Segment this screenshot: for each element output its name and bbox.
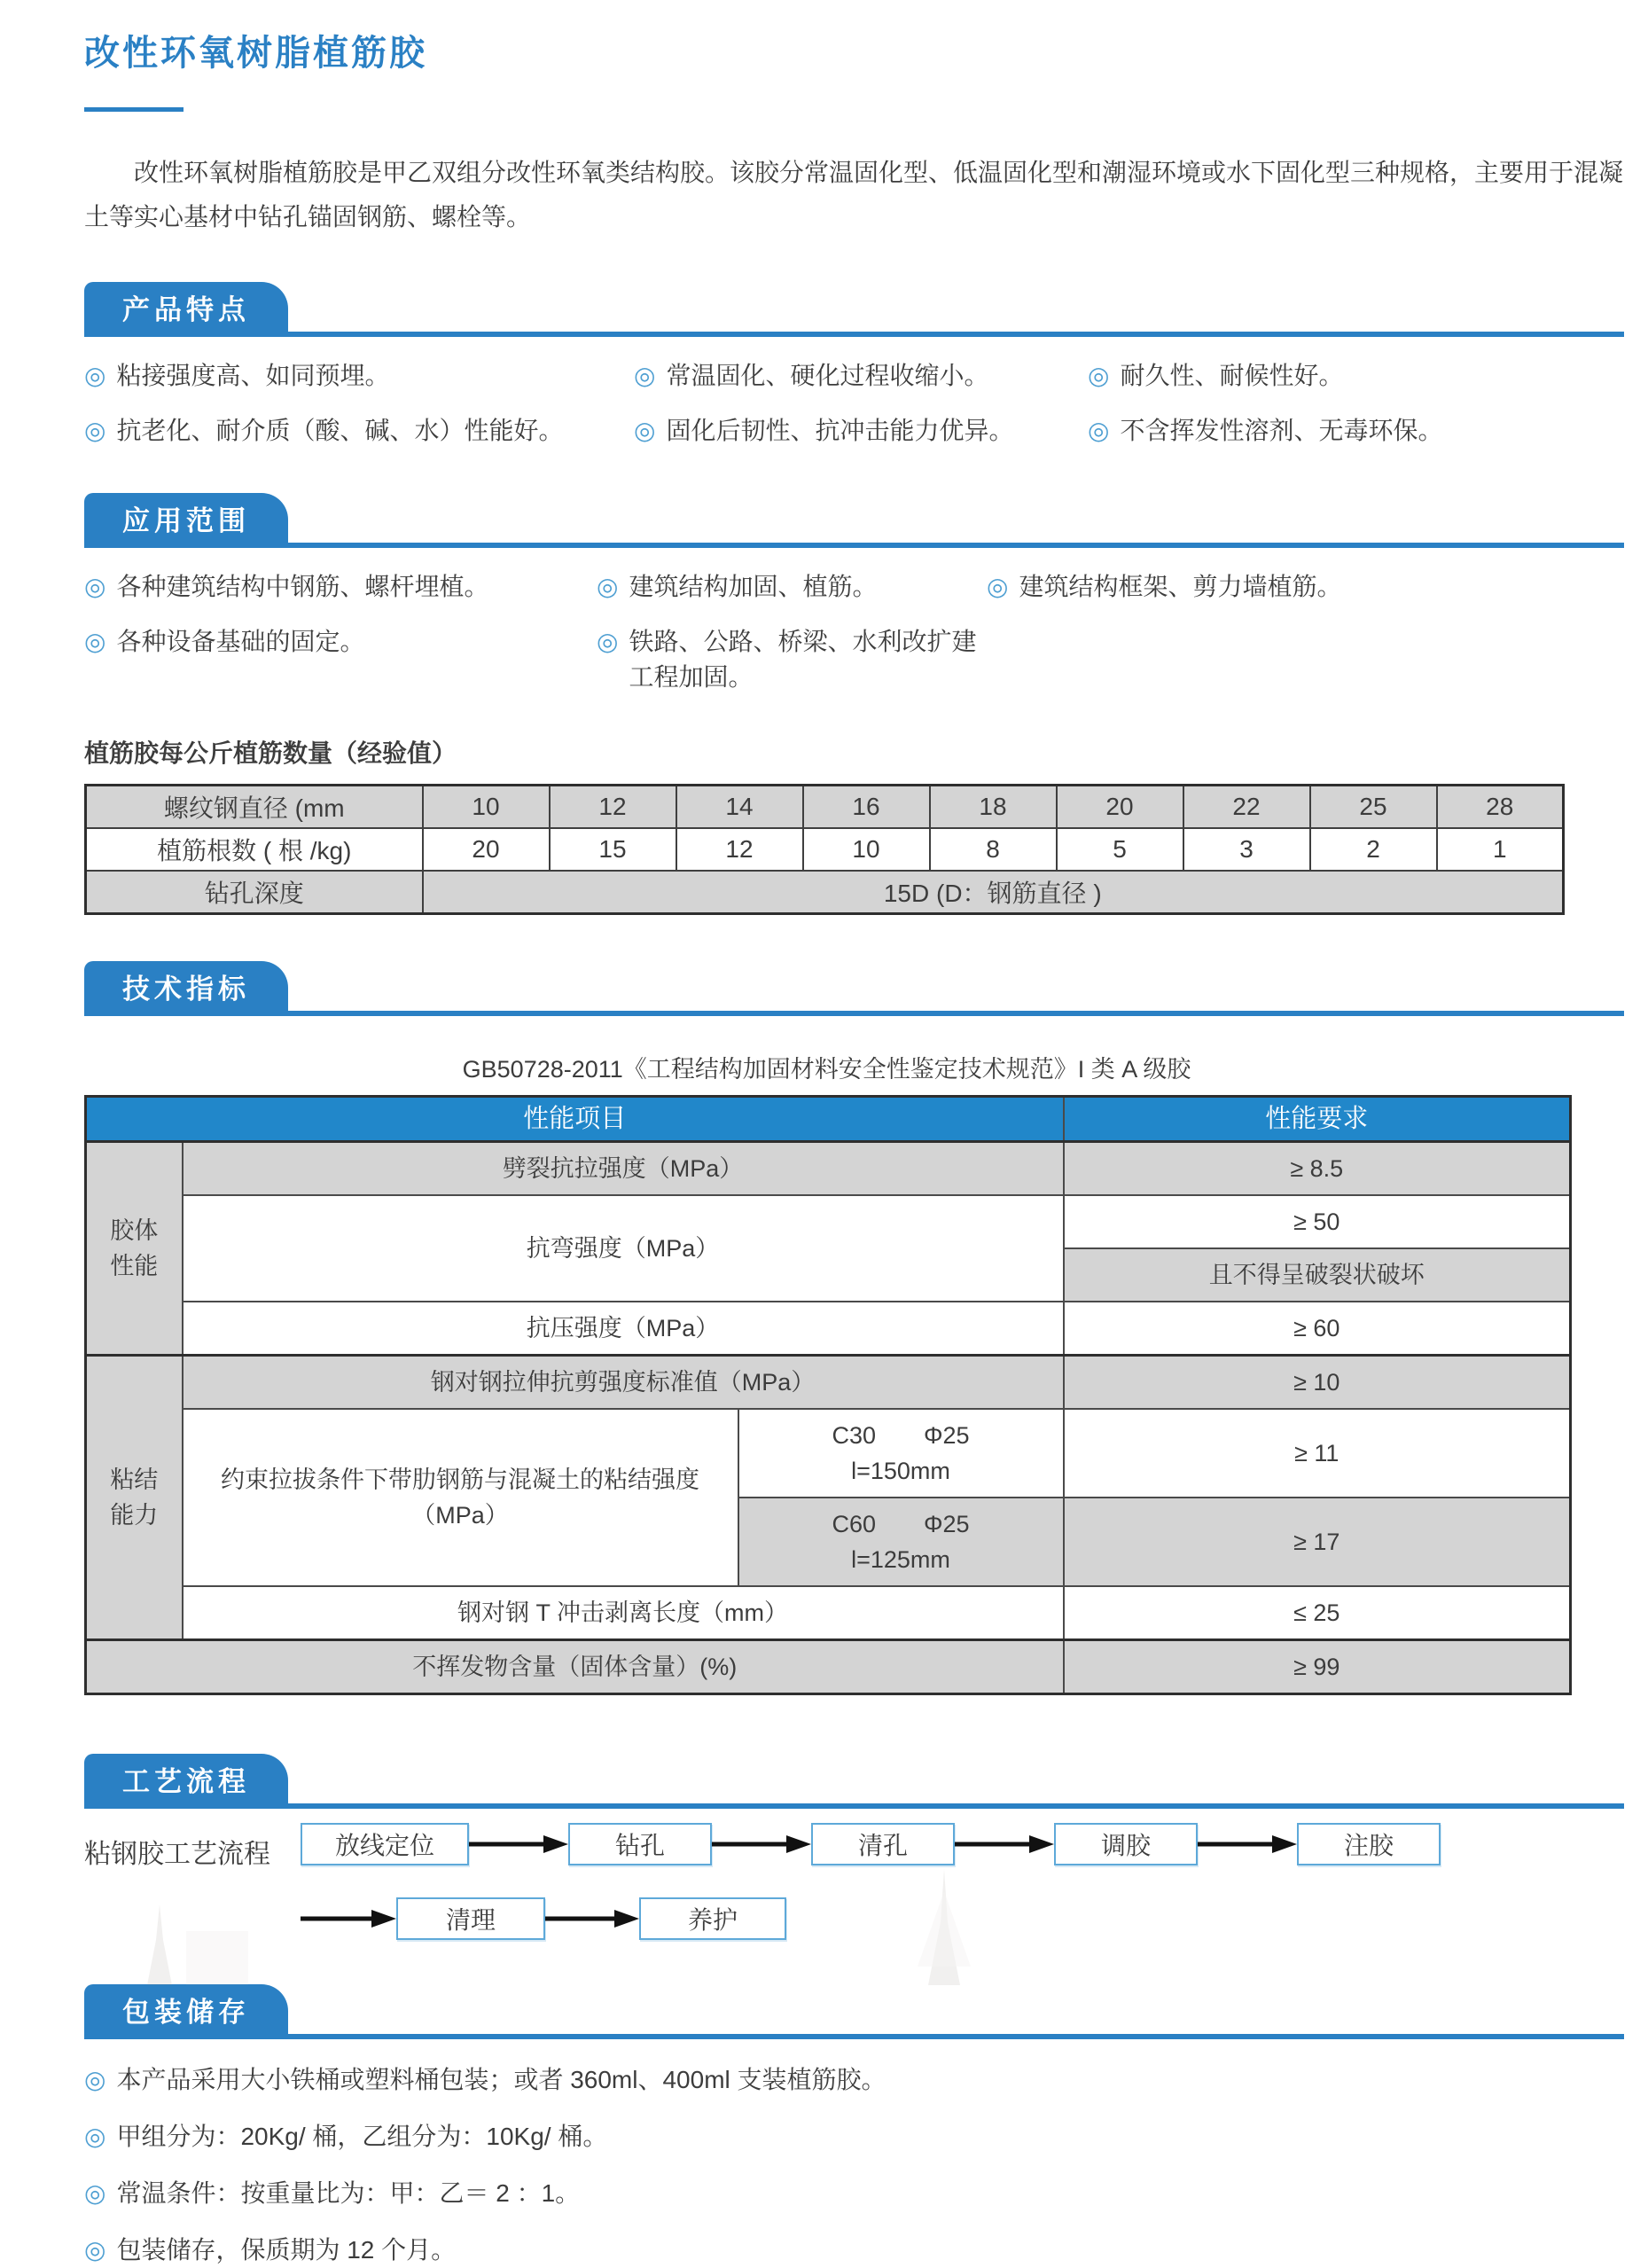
flow-step-box: 放线定位 [301, 1823, 469, 1865]
table-row [86, 1356, 1571, 1410]
list-item [1088, 413, 1624, 449]
flow-step-box: 调胶 [1054, 1823, 1198, 1865]
cell: 20 [1057, 786, 1183, 829]
list-item-text: 粘接强度高、如同预埋。 [116, 362, 390, 389]
table-row [86, 1142, 1571, 1196]
requirement-cell: ≥ 17 [1064, 1498, 1571, 1586]
flow-arrow-icon [301, 1908, 396, 1929]
circle-bullet-icon: ◎ [84, 628, 106, 655]
condition-cell [738, 1498, 1064, 1586]
section-badge-tech: 技术指标 [84, 961, 288, 1011]
property-cell: 劈裂抗拉强度（MPa） [183, 1142, 1064, 1196]
circle-bullet-icon: ◎ [987, 573, 1009, 600]
requirement-cell: ≥ 11 [1064, 1409, 1571, 1498]
features-list [84, 358, 1624, 449]
tech-table [84, 1095, 1572, 1695]
section-badge-applications: 应用范围 [84, 493, 288, 543]
property-cell: 抗压强度（MPa） [183, 1302, 1064, 1356]
circle-bullet-icon: ◎ [84, 2236, 106, 2264]
circle-bullet-icon: ◎ [84, 2123, 106, 2150]
intro-paragraph: 改性环氧树脂植筋胶是甲乙双组分改性环氧类结构胶。该胶分常温固化型、低温固化型和潮湿环境或水下固化型三种规格，主要用于混凝土等实心基材中钻孔锚固钢筋、螺栓等。 [84, 159, 1624, 231]
list-item [987, 569, 1624, 605]
flow-arrow-icon [469, 1834, 568, 1855]
section-badge-packaging: 包装储存 [84, 1984, 288, 2034]
requirement-cell: ≥ 60 [1064, 1302, 1571, 1356]
cell: 16 [803, 786, 930, 829]
header-cell-requirement: 性能要求 [1064, 1097, 1571, 1142]
packaging-list [84, 2062, 1624, 2268]
property-cell: 抗弯强度（MPa） [183, 1195, 1064, 1302]
list-item-text: 铁路、公路、桥梁、水利改扩建工程加固。 [629, 628, 977, 691]
list-item-text: 各种建筑结构中钢筋、螺杆埋植。 [116, 573, 489, 600]
flow-arrow-icon [1198, 1834, 1297, 1855]
header-cell-item: 性能项目 [86, 1097, 1064, 1142]
condition-line: l=150mm [851, 1458, 950, 1484]
flow-arrow-icon [545, 1908, 639, 1929]
table-row [86, 871, 1564, 914]
list-item-text: 常温固化、硬化过程收缩小。 [666, 362, 989, 389]
flow-step-box: 钻孔 [568, 1823, 712, 1865]
circle-bullet-icon: ◎ [84, 2066, 106, 2093]
table-row [86, 1586, 1571, 1640]
cell: 18 [930, 786, 1057, 829]
page-title: 改性环氧树脂植筋胶 [84, 34, 427, 73]
table-row [86, 1195, 1571, 1248]
flow-row-1 [301, 1823, 1624, 1865]
list-item [84, 2062, 1624, 2098]
property-cell: 钢对钢 T 冲击剥离长度（mm） [183, 1586, 1064, 1640]
cell: 3 [1183, 828, 1310, 871]
category-cell-glue: 胶体性能 [86, 1142, 183, 1356]
process-flowchart [84, 1823, 1624, 1940]
list-item [84, 2233, 1624, 2268]
list-item [634, 413, 1088, 449]
list-item [84, 569, 597, 605]
table-row [86, 786, 1564, 829]
circle-bullet-icon: ◎ [84, 362, 106, 389]
cell: 5 [1057, 828, 1183, 871]
list-item [84, 624, 597, 695]
list-item [84, 2119, 1624, 2155]
requirement-cell: ≥ 50 [1064, 1195, 1571, 1248]
datasheet-page [0, 25, 1648, 2268]
circle-bullet-icon: ◎ [634, 417, 656, 444]
property-cell: 钢对钢拉伸抗剪强度标准值（MPa） [183, 1356, 1064, 1410]
cell: 8 [930, 828, 1057, 871]
requirement-cell: ≥ 99 [1064, 1640, 1571, 1694]
cell: 22 [1183, 786, 1310, 829]
flow-arrow-icon [712, 1834, 811, 1855]
circle-bullet-icon: ◎ [84, 417, 106, 444]
circle-bullet-icon: ◎ [597, 573, 619, 600]
condition-cell [738, 1409, 1064, 1498]
cell: 10 [803, 828, 930, 871]
circle-bullet-icon: ◎ [597, 628, 619, 655]
cell: 2 [1310, 828, 1437, 871]
circle-bullet-icon: ◎ [1088, 417, 1110, 444]
flow-arrow-icon [955, 1834, 1054, 1855]
cell: 14 [676, 786, 803, 829]
list-item-text: 抗老化、耐介质（酸、碱、水）性能好。 [116, 417, 564, 444]
rebar-table-caption: 植筋胶每公斤植筋数量（经验值） [84, 739, 457, 767]
list-item [84, 358, 634, 394]
cell: 1 [1437, 828, 1564, 871]
cell: 12 [676, 828, 803, 871]
section-header-tech [84, 959, 1624, 1016]
property-line: 约束拉拔条件下带肋钢筋与混凝土的粘结强度 [221, 1466, 699, 1493]
table-row [86, 828, 1564, 871]
requirement-cell: ≤ 25 [1064, 1586, 1571, 1640]
list-item-text: 甲组分为：20Kg/ 桶，乙组分为：10Kg/ 桶。 [116, 2123, 608, 2150]
tech-table-caption: GB50728-2011《工程结构加固材料安全性鉴定技术规范》I 类 A 级胶 [462, 1056, 1191, 1083]
title-underline-rule [84, 107, 184, 112]
list-item-text: 建筑结构框架、剪力墙植筋。 [1019, 573, 1342, 600]
cell: 15 [550, 828, 676, 871]
list-item [597, 624, 987, 695]
cell: 20 [423, 828, 550, 871]
flow-row-2 [301, 1897, 1624, 1940]
condition-line: l=125mm [851, 1546, 950, 1573]
condition-line: C30 Φ25 [832, 1422, 970, 1449]
rebar-table [84, 784, 1565, 915]
requirement-cell: ≥ 8.5 [1064, 1142, 1571, 1196]
table-header-row [86, 1097, 1571, 1142]
circle-bullet-icon: ◎ [84, 573, 106, 600]
cell: 25 [1310, 786, 1437, 829]
requirement-cell: 且不得呈破裂状破坏 [1064, 1248, 1571, 1302]
list-item [84, 413, 634, 449]
table-row [86, 1640, 1571, 1694]
list-item-text: 耐久性、耐候性好。 [1120, 362, 1344, 389]
section-badge-process: 工艺流程 [84, 1754, 288, 1803]
section-header-applications [84, 491, 1624, 548]
list-item [1088, 358, 1624, 394]
requirement-cell: ≥ 10 [1064, 1356, 1571, 1410]
section-badge-features: 产品特点 [84, 282, 288, 332]
flow-diagram [301, 1823, 1624, 1940]
cell: 28 [1437, 786, 1564, 829]
applications-list [84, 569, 1624, 695]
list-item-text: 各种设备基础的固定。 [116, 628, 365, 655]
list-item-text: 不含挥发性溶剂、无毒环保。 [1120, 417, 1443, 444]
section-header-process [84, 1752, 1624, 1809]
list-item [84, 2176, 1624, 2211]
flow-step-box: 清孔 [811, 1823, 955, 1865]
flow-step-box: 注胶 [1297, 1823, 1441, 1865]
table-row [86, 1302, 1571, 1356]
cell-depth-value: 15D (D：钢筋直径 ) [423, 871, 1564, 914]
list-item [597, 569, 987, 605]
section-header-packaging [84, 1983, 1624, 2039]
category-cell-bond: 粘结能力 [86, 1356, 183, 1640]
list-item-text: 常温条件：按重量比为：甲：乙＝ 2 ：1。 [116, 2179, 581, 2207]
table-row [86, 1409, 1571, 1498]
flow-step-box: 养护 [639, 1897, 786, 1940]
cell: 10 [423, 786, 550, 829]
list-item [634, 358, 1088, 394]
list-item-text: 建筑结构加固、植筋。 [629, 573, 878, 600]
row-label-cell: 植筋根数 ( 根 /kg) [86, 828, 423, 871]
list-item-text: 固化后韧性、抗冲击能力优异。 [666, 417, 1014, 444]
circle-bullet-icon: ◎ [634, 362, 656, 389]
flow-step-box: 清理 [396, 1897, 545, 1940]
process-label: 粘钢胶工艺流程 [84, 1840, 270, 1869]
row-label-cell: 钻孔深度 [86, 871, 423, 914]
condition-line: C60 Φ25 [832, 1511, 970, 1537]
row-label-cell: 螺纹钢直径 (mm [86, 786, 423, 829]
property-line: （MPa） [411, 1502, 509, 1529]
circle-bullet-icon: ◎ [1088, 362, 1110, 389]
property-cell: 不挥发物含量（固体含量）(%) [86, 1640, 1064, 1694]
property-cell [183, 1409, 738, 1586]
list-item-text: 本产品采用大小铁桶或塑料桶包装；或者 360ml、400ml 支装植筋胶。 [116, 2066, 886, 2093]
cell: 12 [550, 786, 676, 829]
section-header-features [84, 280, 1624, 337]
circle-bullet-icon: ◎ [84, 2179, 106, 2207]
list-item-text: 包装储存，保质期为 12 个月。 [116, 2236, 457, 2264]
